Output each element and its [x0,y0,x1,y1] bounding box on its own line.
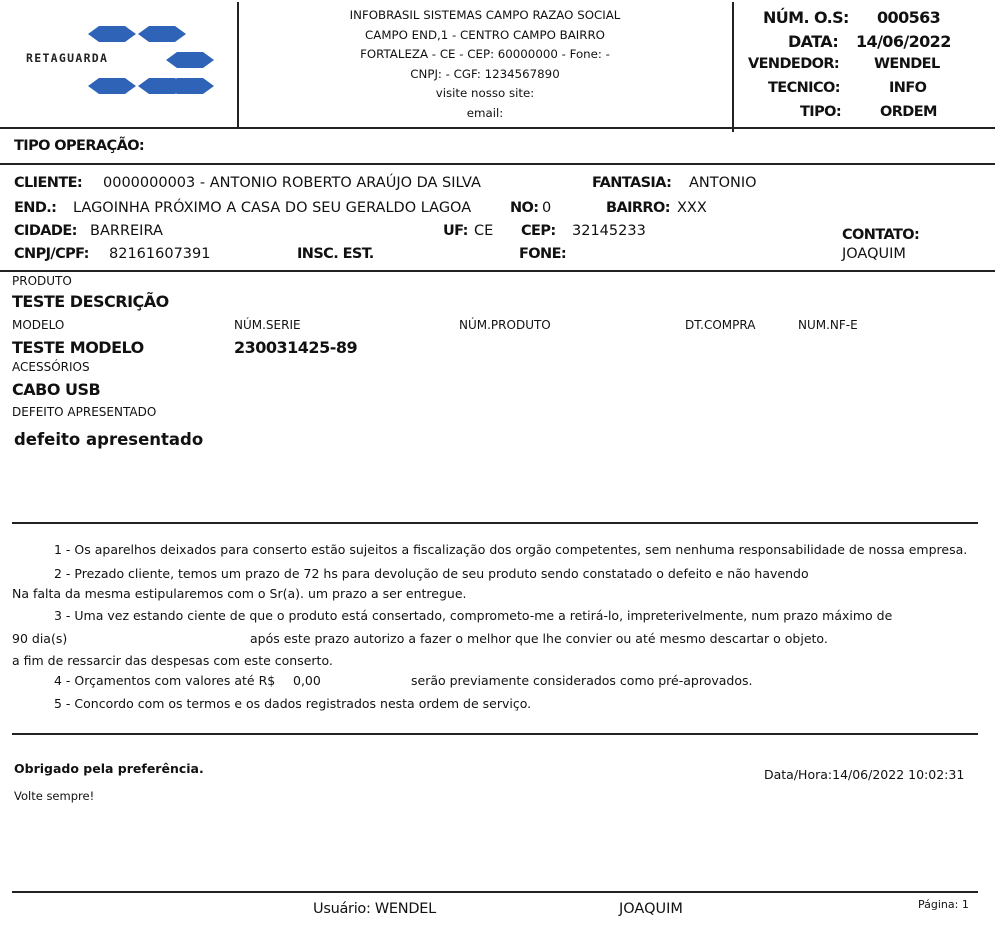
fantasia-label: FANTASIA: [592,175,672,191]
model-value: TESTE MODELO [12,338,144,357]
page-number: Página: 1 [918,898,969,911]
company-line: FORTALEZA - CE - CEP: 60000000 - Fone: - [360,47,610,62]
company-logo [26,24,222,100]
contact-value: JOAQUIM [842,246,906,262]
order-number-label: NÚM. O.S: [763,8,849,27]
order-number-value: 000563 [877,8,941,27]
cep-label: CEP: [521,223,556,239]
bairro-value: XXX [677,200,707,216]
term-1: 1 - Os aparelhos deixados para conserto estão sujeitos a fiscalização dos orgão competentes, sem nenhuma responsabilidade de nossa empresa. [54,542,968,557]
fantasia-value: ANTONIO [689,175,757,191]
model-label: MODELO [12,318,65,332]
number-value: 0 [542,200,552,216]
user-name: Usuário: WENDEL [313,901,436,917]
cnpj-value: 82161607391 [109,246,211,262]
bairro-label: BAIRRO: [606,200,670,216]
term-3: 3 - Uma vez estando ciente de que o produto está consertado, comprometo-me a retirá-lo, impreterivelmente, num prazo máximo de [54,608,893,623]
company-line: CNPJ: - CGF: 1234567890 [410,66,560,81]
seller-value: WENDEL [874,56,940,72]
state-registration-label: INSC. EST. [297,246,374,262]
order-type-value: ORDEM [880,104,937,120]
term-4-value: 0,00 [293,673,321,688]
company-line: CAMPO END,1 - CENTRO CAMPO BAIRRO [365,27,605,42]
contact-name: JOAQUIM [619,901,683,917]
phone-label: FONE: [519,246,567,262]
client-value: 0000000003 - ANTONIO ROBERTO ARAÚJO DA SILVA [103,175,481,191]
seller-label: VENDEDOR: [748,56,840,72]
technician-value: INFO [889,80,927,96]
company-line: email: [466,105,504,120]
term-4: 4 - Orçamentos com valores até R$ [54,673,276,688]
uf-label: UF: [443,223,468,239]
term-5: 5 - Concordo com os termos e os dados registrados nesta ordem de serviço. [54,696,532,711]
contact-label: CONTATO: [842,227,920,243]
logo-text: RETAGUARDA [26,51,109,65]
term-2-cont: Na falta da mesma estipularemos com o Sr(a). um prazo a ser entregue. [12,586,467,601]
product-label: PRODUTO [12,274,72,288]
order-date-value: 14/06/2022 [856,32,951,51]
technician-label: TECNICO: [768,80,840,96]
term-3-days: 90 dia(s) [12,631,68,646]
city-value: BARREIRA [90,223,163,239]
cep-value: 32145233 [572,223,646,239]
term-4-cont: serão previamente considerados como pré-aprovados. [411,673,753,688]
product-number-label: NÚM.PRODUTO [459,318,551,332]
come-back-message: Volte sempre! [14,789,95,803]
accessories-value: CABO USB [12,380,101,399]
address-label: END.: [14,200,57,216]
term-3-end: a fim de ressarcir das despesas com este conserto. [12,653,333,668]
thanks-message: Obrigado pela preferência. [14,761,204,776]
order-date-label: DATA: [788,32,839,51]
nfe-number-label: NUM.NF-E [798,318,858,332]
product-value: TESTE DESCRIÇÃO [12,292,169,311]
order-type-label: TIPO: [800,104,842,120]
company-line: visite nosso site: [435,86,535,101]
city-label: CIDADE: [14,223,77,239]
accessories-label: ACESSÓRIOS [12,360,90,374]
serial-label: NÚM.SERIE [234,318,301,332]
print-datetime: Data/Hora:14/06/2022 10:02:31 [764,767,965,782]
cnpj-label: CNPJ/CPF: [14,246,89,262]
serial-value: 230031425-89 [234,338,358,357]
number-label: NO: [510,200,539,216]
company-line: INFOBRASIL SISTEMAS CAMPO RAZAO SOCIAL [349,8,621,22]
operation-type-label: TIPO OPERAÇÃO: [14,138,145,154]
defect-value: defeito apresentado [14,430,204,449]
defect-label: DEFEITO APRESENTADO [12,405,157,419]
term-3-cont: após este prazo autorizo a fazer o melhor que lhe convier ou até mesmo descartar o objeto. [250,631,828,646]
client-label: CLIENTE: [14,175,83,191]
purchase-date-label: DT.COMPRA [685,318,756,332]
uf-value: CE [474,223,494,239]
term-2: 2 - Prezado cliente, temos um prazo de 72 hs para devolução de seu produto sendo constatado o defeito e não havendo [54,566,809,581]
address-value: LAGOINHA PRÓXIMO A CASA DO SEU GERALDO LAGOA [73,200,472,216]
company-info [240,6,730,124]
